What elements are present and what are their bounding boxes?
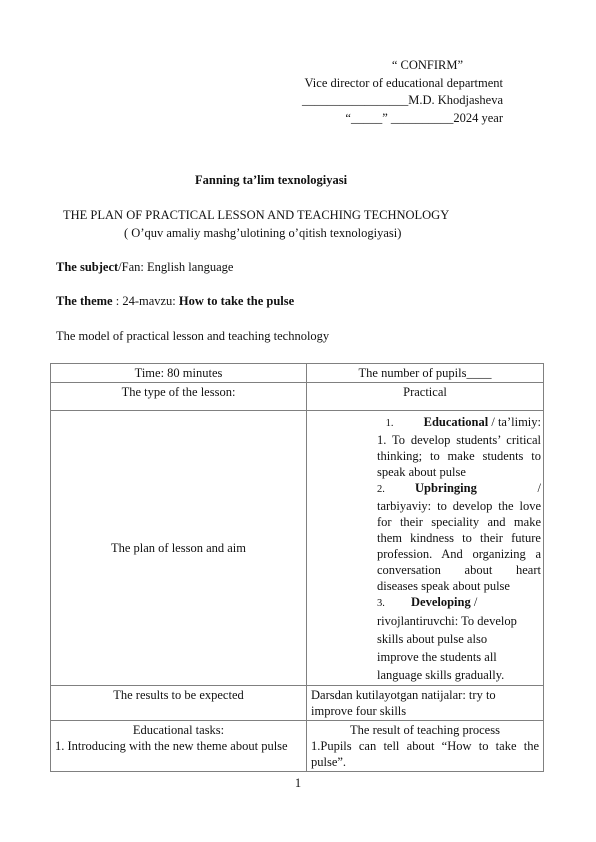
table-row xyxy=(51,411,544,686)
aim-developing-line3: improve the students all xyxy=(377,650,497,664)
model-line: The model of practical lesson and teaching technology xyxy=(56,329,330,343)
theme-line xyxy=(56,294,294,309)
subject-line xyxy=(56,260,233,275)
table-row xyxy=(51,686,544,721)
aim-developing-line4: language skills gradually. xyxy=(377,668,505,682)
table-row xyxy=(51,383,544,411)
aim-developing-line1: rivojlantiruvchi: To develop xyxy=(377,614,517,628)
page-number: 1 xyxy=(294,776,302,790)
theme-value: How to take the pulse xyxy=(178,294,295,308)
subject-value: /Fan: English language xyxy=(118,260,234,274)
confirm-position: Vice director of educational department xyxy=(304,75,503,90)
confirm-block xyxy=(302,57,503,127)
aim-educational-header: 1. Educational / ta’limiy: xyxy=(385,415,541,429)
aims-cell xyxy=(307,411,544,686)
lesson-plan-table xyxy=(50,363,544,772)
aim-upbringing-header: 2. Upbringing / xyxy=(377,481,541,495)
aim-upbringing-text: tarbiyaviy: to develop the love for their speciality and make them kindness to their future profession. And organizing a conversation about heart diseases speak about pulse xyxy=(377,499,541,593)
results-label: The results to be expected xyxy=(51,686,307,721)
results-value: Darsdan kutilayotgan natijalar: try to improve four skills xyxy=(307,686,544,721)
aim-developing-header: 3. Developing / xyxy=(377,595,478,609)
educational-tasks-title: Educational tasks: xyxy=(132,723,225,737)
time-cell: Time: 80 minutes xyxy=(51,364,307,383)
teaching-result-text: 1.Pupils can tell about “How to take the pulse”. xyxy=(311,739,539,769)
teaching-result-cell xyxy=(307,721,544,772)
educational-tasks-text: 1. Introducing with the new theme about pulse xyxy=(55,739,288,753)
pupils-cell: The number of pupils____ xyxy=(307,364,544,383)
document-heading: Fanning ta’lim texnologiyasi xyxy=(195,173,348,187)
subject-label: The subject xyxy=(56,260,119,274)
aim-developing-line2: skills about pulse also xyxy=(377,632,488,646)
table-row xyxy=(51,364,544,383)
lesson-type-label: The type of the lesson: xyxy=(51,383,307,411)
plan-label-cell: The plan of lesson and aim xyxy=(51,411,307,686)
theme-label: The theme xyxy=(56,294,113,308)
plan-title: THE PLAN OF PRACTICAL LESSON AND TEACHING TECHNOLOGY xyxy=(63,208,450,222)
table-row xyxy=(51,721,544,772)
teaching-result-title: The result of teaching process xyxy=(350,723,500,737)
lesson-type-value: Practical xyxy=(307,383,544,411)
aim-educational-text: 1. To develop students’ critical thinking; to make students to speak about pulse xyxy=(377,433,541,479)
theme-number: : 24-mavzu: xyxy=(112,294,179,308)
confirm-date-line: “_____” __________2024 year xyxy=(345,110,503,125)
confirm-title: “ CONFIRM” xyxy=(391,58,463,72)
plan-subtitle: ( O’quv amaliy mashg’ulotining o’qitish texnologiyasi) xyxy=(124,226,402,240)
educational-tasks-cell xyxy=(51,721,307,772)
confirm-signature-line: _________________M.D. Khodjasheva xyxy=(301,93,503,107)
